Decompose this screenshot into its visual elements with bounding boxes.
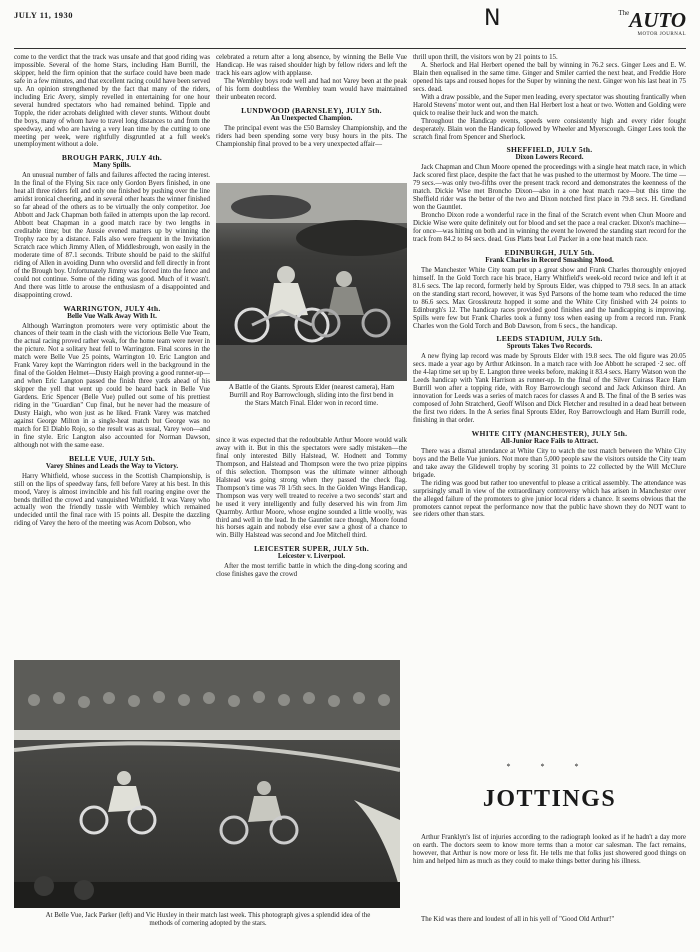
jottings-last-line: The Kid was there and loudest of all in his yell of "Good Old Arthur!" bbox=[421, 916, 615, 923]
article-text: since it was expected that the redoubtable Arthur Moore would walk away with it. But in this the spectators were sadly mistaken—the final only interested Billy Halstead, W. Hodnett and Tommy Thompson, and Halstead and Thompson were the two prize pippins of this selection. Thompson was the ultimate winner although Halstead was going strong when they passed the check flag. Thompson's time was 78 1/5th secs. In the Golden Wings Handicap, Thompson was very well treated to receive a two seconds' start and he used it very intelligently and fully deserved his win from Jim Quarmby. Arthur Moore, whose engine sounded a little woolly, was third and well in the lead. In the Gauntlet race though, Moore found his horses again and nobody else ever saw a ghost of a chance to win. Billy Halstead was second and Joe Mitchell third. bbox=[216, 437, 407, 540]
article-text: Throughout the Handicap events, speeds were consistently high and every rider fought desperately. Blain won the Handicap followed by Wheeler and Myerscough. Ginger Lees took the scratch final from Spencer and Sherlock. bbox=[413, 117, 686, 141]
section-heading: EDINBURGH, JULY 5th. bbox=[504, 247, 595, 257]
speedway-photo-small bbox=[216, 183, 407, 381]
logo-auto: AUTO bbox=[629, 8, 686, 32]
jottings-title: JOTTINGS bbox=[482, 786, 617, 812]
article-text: The Wembley boys rode well and had not Varey been at the peak of his form doubtless the Wembley team would have maintained their unbeaten record. bbox=[216, 77, 407, 101]
article-text: An unusual number of falls and failures affected the racing interest. In the final of the Flying Six race only Gordon Byers finished, in one heat all three riders fell and only one finished by pushing over the line amidst ironical cheering, and in several other heats the winner finished so far ahead of the others as to be virtually the only competitor. Joe Abbott and Jack Chapman both failed in attempts upon the lap record. Abbott beat Chapman in a good match race by two lengths in creditable time; but the Aussie evened matters up by winning the Trophy race by a distance. Falls also were frequent in the Invitation Scratch race which Jimmy Allen, of Middlesbrough, won easily in the moderate time of 87.1 seconds. Tribute should be paid to the skilful riding of Allen in avoiding Dunn who overslid and fell directly in front of the Brough boy. Unfortunately Jimmy was forced into the fence and could not continue. Some of the riding was good. Much of it wasn't. And there was little to arouse the enthusiasm of a disappointed and disappointing crowd. bbox=[14, 172, 210, 299]
column-2-top bbox=[216, 54, 407, 179]
article-text: The riding was good but rather too uneventful to please a critical assembly. The attendance was surprisingly small in view of the extraordinary controversy which has arisen in Manchester over the alleged failure of the promoters to give junior local riders a chance. It seems obvious that the promoters cannot repeat the performance now that the public have shown they do NOT want to see riders other than stars. bbox=[413, 479, 686, 519]
section-heading: BELLE VUE, JULY 5th. bbox=[68, 453, 156, 463]
photo-caption: At Belle Vue, Jack Parker (left) and Vic Huxley in their match last week. This photograph gives a splendid idea of the methods of cornering adopted by the stars. bbox=[45, 912, 371, 927]
article-text: The Manchester White City team put up a great show and Frank Charles thoroughly enjoyed himself. In the Gold Torch race his brace, Harry Whitfield's week-old record twice and left it at 81.6 secs. The lap record, formerly held by Sprouts Elder, was chipped to 79.8 secs. In an attack on the standing start record, however, it was Syd Parsons of the home team who reduced the time to 86.6 secs. Max Grosskreutz hopped it some and the White City finished with 24 points to Edinburgh's 12. The handicap races provided good finishes and the handicapping is improving. Spills were few but Frank Charles took a funny toss when easing up from a record run. Frank Charles won the Gold Torch and Bob Dawson, from 6 secs., the handicap. bbox=[413, 266, 686, 330]
article-text: Harry Whitfield, whose success in the Scottish Championship, is still on the lips of speedway fans, fell before Varey at his best. In this mood, Varey is almost invincible and his full roaring engine over the bends thrilled the crowd and vanquished Whitfield. It was Varey who actually won the friendly tussle with Wembley which remained undecided until the final race with 15 points all. Despite the dazzling riding of Varey the hero of the meeting was Acorn Dobson, who bbox=[14, 472, 210, 528]
section-subheading: Frank Charles in Record Smashing Mood. bbox=[485, 255, 614, 264]
handwritten-mark: N bbox=[484, 6, 501, 31]
photo-caption: A Battle of the Giants. Sprouts Elder (nearest camera), Ham Burrill and Roy Barrowclough, sliding into the first bend in the Stars Match Final. Elder won in record time. bbox=[228, 384, 395, 407]
page-header bbox=[14, 8, 686, 42]
section-subheading: Belle Vue Walk Away With It. bbox=[67, 311, 157, 320]
article-text: After the most terrific battle in which the ding-dong scoring and close finishes gave the crowd bbox=[216, 563, 407, 579]
section-subheading: Sprouts Takes Two Records. bbox=[506, 342, 593, 351]
jottings-body bbox=[413, 834, 686, 906]
section-subheading: Leicester v. Liverpool. bbox=[277, 552, 346, 561]
section-heading: BROUGH PARK, JULY 4th. bbox=[61, 153, 163, 163]
article-text: Jack Chapman and Chun Moore opened the proceedings with a single heat match race, in which Jack scored first place, despite the fact that he was pushed to the uttermost by Moore. The time —79 secs.—was only two-fifths over the present track record and demonstrates the keenness of the match. Dickie Wise met Broncho Dixon—also in a one heat match race—but this time the Sheffield rider was the better of the two and Dixon notched first place in 79.8 secs. H. Gredland won the Gauntlet. bbox=[413, 164, 686, 212]
section-subheading: An Unexpected Champion. bbox=[270, 113, 353, 122]
logo-subtitle: MOTOR JOURNAL bbox=[637, 32, 686, 37]
section-heading: WARRINGTON, JULY 4th. bbox=[63, 303, 161, 313]
article-text: There was a dismal attendance at White City to watch the test match between the White City boys and the Belle Vue juniors. Not more than 5,000 people saw the visitors outside the City team and take away the Glidewell trophy by scoring 31 points to 22 collected by the Will McClure brigade. bbox=[413, 447, 686, 479]
article-text: thrill upon thrill, the visitors won by 21 points to 15. bbox=[413, 54, 558, 61]
belle-vue-photo bbox=[14, 660, 400, 908]
column-3 bbox=[413, 54, 686, 754]
header-rule bbox=[14, 48, 686, 49]
article-text: With a draw possible, and the Super men leading, every spectator was shouting frantically when Harold Stevens' motor went out, and then Hal Herbert lost a heat or two. Wotten and Golding were quick to realise their luck and won the match. bbox=[413, 93, 686, 117]
section-heading: LEICESTER SUPER, JULY 5th. bbox=[253, 544, 370, 554]
masthead-logo bbox=[618, 10, 686, 37]
riders-photo-icon bbox=[216, 183, 407, 381]
issue-date: JULY 11, 1930 bbox=[14, 10, 74, 20]
jottings-heading bbox=[413, 786, 686, 813]
section-heading: SHEFFIELD, JULY 5th. bbox=[506, 145, 593, 155]
logo-the: The bbox=[618, 9, 630, 17]
section-subheading: Dixon Lowers Record. bbox=[515, 153, 584, 162]
article-text: celebrated a return after a long absence, by winning the Belle Vue Handicap. He was raised shoulder high by fellow riders and left the track his ears aglow with applause. bbox=[216, 54, 407, 77]
section-subheading: Varey Shines and Leads the Way to Victory. bbox=[45, 461, 179, 470]
article-text: come to the verdict that the track was unsafe and that good riding was impossible. Several of the home Stars, including Ham Burrill, the skipper, held the firm opinion that the surface could have been made safe in a few minutes, and that excellent racing could have been served up. An opinion strengthened by the fact that many of the riders, including Eric Avery, simply revelled in entertaining for one hour several hundred spectators who had remained behind. Tipple and Topple, the rider acrobats delighted with clever stunts. Without doubt the boys, many of whom have to travel long distances to and from the speedway, and who are having a very lean time by the cutting to one meeting per week, were rightfully disgruntled at a full week's unemployment without a dole. bbox=[14, 54, 210, 149]
section-subheading: Many Spills. bbox=[93, 161, 131, 170]
article-text: Arthur Franklyn's list of injuries according to the radiograph looked as if he hadn't a day more on earth. The doctors seem to know more terms than a motor car salesman. The fact remains, however, that Arthur is now more or less fit. He tells me that folks just showered good things on him and helped him as much as they could to make things better during his illness. bbox=[413, 834, 686, 865]
section-separator: * * * bbox=[506, 762, 593, 771]
section-subheading: All-Junior Race Fails to Attract. bbox=[500, 436, 599, 445]
article-text: The principal event was the £50 Barnsley Championship, and the riders had been spending some very busy hours in the pits. The Championship final proved to be a very unexpected affair— bbox=[216, 124, 407, 148]
article-text: A new flying lap record was made by Sprouts Elder with 19.8 secs. The old figure was 20.05 secs. made a year ago by Arthur Atkinson. In a match race with Joe Abbott he scraped ·2 sec. off the 4-lap time set up by E. Langton three weeks before, making it 83.4 secs. Harry Watson won the Leeds handicap with Yank Harrison as runner-up. In the final of the Silver Cuirass Race Ham Burrill won after a topping ride, with Roy Barrowclough second and Jack Atkinson third. An innovation for Leeds was a series of match races for classes A and B. The final of the B series was composed of John Stratcherd, Geoff Wilson and Dick Fletcher and resulted in a dead heat between the first two riders. In the A series final Sprouts Elder, Roy Barrowclough and Ham Burrill rode, finishing in that order. bbox=[413, 353, 686, 424]
section-heading: WHITE CITY (MANCHESTER), JULY 5th. bbox=[471, 428, 628, 438]
column-2-bottom bbox=[216, 437, 407, 651]
cornering-photo-icon bbox=[14, 660, 400, 908]
section-heading: LUNDWOOD (BARNSLEY), JULY 5th. bbox=[241, 105, 382, 115]
section-heading: LEEDS STADIUM, JULY 5th. bbox=[496, 334, 603, 344]
article-text: Broncho Dixon rode a wonderful race in the final of the Scratch event when Chun Moore and Dickie Wise were quite definitely out for blood and set the pace a real cracker. Dixon's machine—for once—was hitting on both and in winning the event he lowered the standing start record for the track from 84.2 to 84 secs. dead. Gus Platts beat Lol Packer in a one heat match race. bbox=[413, 212, 686, 243]
article-text: A. Sherlock and Hal Herbert opened the ball by winning in 76.2 secs. Ginger Lees and E. W. Blain then equalised in the same time. Ginger and Smiler carried the next heat, and Freddie Hore opened his taps and roused hopes for the Super by winning the next. Ginger won his last heat in 75 secs. dead. bbox=[413, 61, 686, 93]
article-text: Although Warrington promoters were very optimistic about the chances of their team in the clash with the victorious Belle Vue Team, the actual racing proved rather weak, for the home team were never in the picture. Not a solitary heat fell to Warrington. Final scores in the match were Belle Vue 25 points, Warrington 10. Eric Langton and Frank Varey kept the Warrington riders well in the background in the final of the Golden Helmet—Dusty Haigh proving a good runner-up—and when Eric Langton passed the finish three yards ahead of his skipper the yell that went up could be heard back in Belle Vue Gardens. Eric Spencer (Belle Vue) pulled out some of his prettiest riding in the "Guardian" Cup final, but he never had the measure of Dusty Haigh, who won just as he liked. Frank Varey was matched against George Milton in a single-heat match but George was no match for El Diablo Rojo, so the result was as usual, Varey won—and in fine style. Eric Langton also accounted for Norman Dawson, although not with the same ease. bbox=[14, 322, 210, 449]
column-1 bbox=[14, 54, 210, 658]
